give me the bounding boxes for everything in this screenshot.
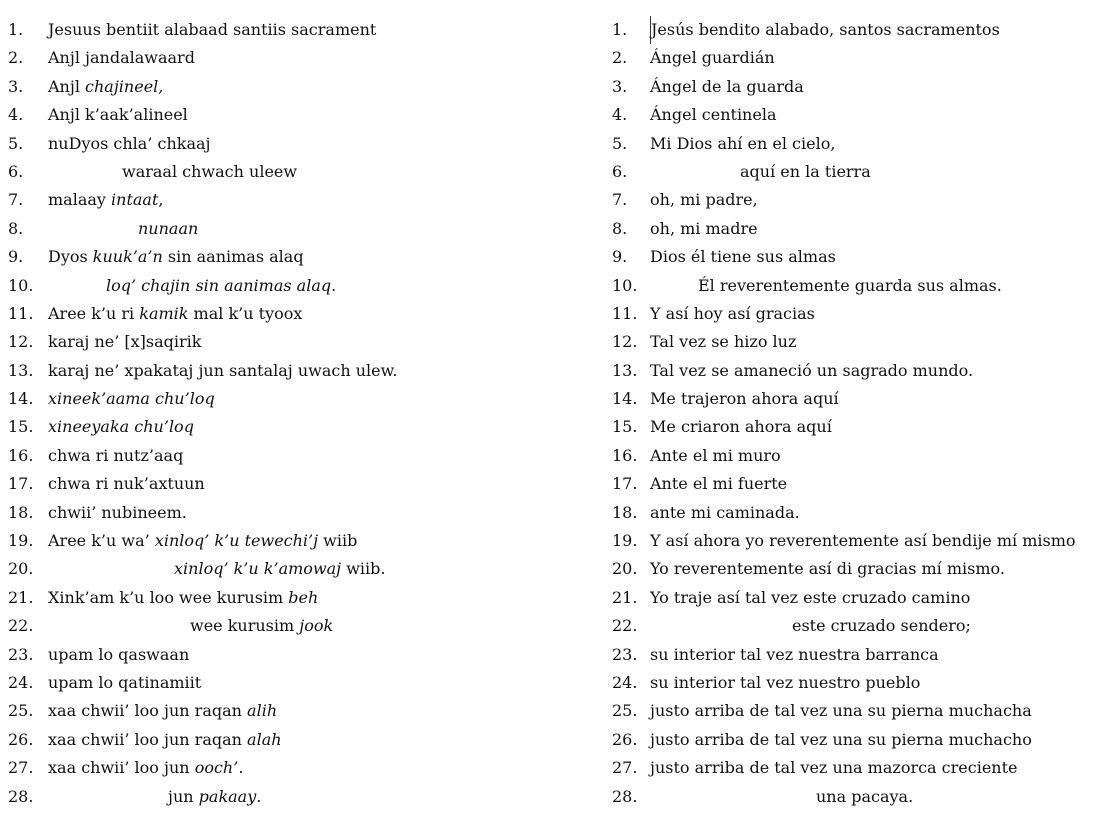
list-item [612, 669, 1100, 697]
list-item [612, 243, 1100, 271]
list-item [8, 470, 568, 498]
line-number: 26. [612, 729, 638, 749]
line-text: chwii’ nubineem. [48, 502, 187, 522]
line-number: 21. [612, 587, 638, 607]
right-column [612, 16, 1100, 811]
line-number: 21. [8, 587, 34, 607]
line-number: 18. [8, 502, 34, 522]
line-number: 2. [8, 48, 24, 68]
list-item [612, 697, 1100, 725]
list-item [612, 186, 1100, 214]
line-number: 25. [8, 701, 34, 721]
list-item [612, 300, 1100, 328]
line-number: 19. [8, 531, 34, 551]
line-text: su interior tal vez nuestra barranca [650, 644, 939, 664]
list-item [612, 101, 1100, 129]
line-text[interactable]: Jesús bendito alabado, santos sacramentos [650, 16, 1000, 44]
line-text: justo arriba de tal vez una mazorca creciente [650, 758, 1018, 778]
line-text: Él reverentemente guarda sus almas. [698, 275, 1002, 295]
line-text: jun pakaay. [168, 786, 262, 806]
list-item [612, 16, 1100, 44]
line-number: 28. [8, 786, 34, 806]
line-text: wee kurusim jook [190, 616, 334, 636]
line-number: 6. [612, 161, 628, 181]
list-item [8, 16, 568, 44]
line-number: 15. [612, 417, 638, 437]
line-text: Me criaron ahora aquí [650, 417, 832, 437]
line-number: 26. [8, 729, 34, 749]
list-item [612, 272, 1100, 300]
line-number: 13. [8, 360, 34, 380]
list-item [612, 726, 1100, 754]
line-number: 11. [8, 303, 34, 323]
list-item [612, 158, 1100, 186]
list-item [612, 442, 1100, 470]
line-number: 15. [8, 417, 34, 437]
line-number: 10. [8, 275, 34, 295]
line-number: 23. [612, 644, 638, 664]
line-number: 1. [612, 20, 628, 39]
line-text: Mi Dios ahí en el cielo, [650, 133, 836, 153]
list-item [612, 413, 1100, 441]
line-text: chwa ri nutz’aaq [48, 445, 184, 465]
line-number: 17. [612, 474, 638, 494]
list-item [612, 555, 1100, 583]
list-item [8, 697, 568, 725]
list-item [8, 44, 568, 72]
line-number: 11. [612, 303, 638, 323]
line-number: 2. [612, 48, 628, 68]
line-number: 4. [8, 105, 24, 125]
line-number: 7. [8, 190, 24, 210]
line-number: 23. [8, 644, 34, 664]
line-text: upam lo qaswaan [48, 644, 190, 664]
line-text: Tal vez se amaneció un sagrado mundo. [650, 360, 974, 380]
line-text: Dios él tiene sus almas [650, 247, 836, 267]
list-item [612, 470, 1100, 498]
list-item [8, 243, 568, 271]
line-number: 27. [8, 758, 34, 778]
list-item [8, 101, 568, 129]
line-text: Yo traje así tal vez este cruzado camino [650, 587, 971, 607]
list-item [612, 73, 1100, 101]
line-text: Y así ahora yo reverentemente así bendije mí mismo [650, 531, 1076, 551]
list-item [8, 215, 568, 243]
list-item [612, 783, 1100, 811]
line-text: aquí en la tierra [740, 161, 871, 181]
line-number: 17. [8, 474, 34, 494]
line-number: 24. [612, 672, 638, 692]
line-text: Dyos kuuk’a’n sin aanimas alaq [48, 247, 304, 267]
line-text: Anjl jandalawaard [48, 48, 195, 68]
line-text: Xink’am k’u loo wee kurusim beh [48, 587, 319, 607]
line-text: Ángel de la guarda [650, 76, 804, 96]
list-item [8, 641, 568, 669]
list-item [8, 328, 568, 356]
line-number: 6. [8, 161, 24, 181]
list-item [8, 612, 568, 640]
line-number: 5. [612, 133, 628, 153]
line-number: 24. [8, 672, 34, 692]
list-item [8, 272, 568, 300]
line-text: upam lo qatinamiit [48, 672, 202, 692]
line-text: Jesuus bentiit alabaad santiis sacrament [48, 20, 377, 39]
line-number: 3. [8, 76, 24, 96]
list-item [8, 300, 568, 328]
list-item [8, 158, 568, 186]
list-item [8, 357, 568, 385]
list-item [612, 527, 1100, 555]
line-text: Aree k’u wa’ xinloq’ k’u tewechi’j wiib [48, 531, 358, 551]
list-item [8, 783, 568, 811]
list-item [8, 754, 568, 782]
line-text: justo arriba de tal vez una su pierna muchacha [650, 701, 1032, 721]
line-text: xineek’aama chu’loq [48, 389, 215, 409]
line-text: Ante el mi fuerte [650, 474, 788, 494]
list-item [8, 726, 568, 754]
list-item [8, 186, 568, 214]
line-text: una pacaya. [816, 786, 914, 806]
list-item [612, 584, 1100, 612]
line-text: Ángel centinela [650, 105, 777, 125]
list-item [612, 357, 1100, 385]
line-text: justo arriba de tal vez una su pierna muchacho [650, 729, 1032, 749]
line-number: 5. [8, 133, 24, 153]
line-text: Ante el mi muro [650, 445, 781, 465]
line-number: 14. [612, 389, 638, 409]
line-text: karaj ne’ [x]saqirik [48, 332, 202, 352]
line-text: Me trajeron ahora aquí [650, 389, 839, 409]
list-item [612, 130, 1100, 158]
list-item [8, 413, 568, 441]
line-number: 8. [8, 218, 24, 238]
list-item [8, 584, 568, 612]
list-item [612, 612, 1100, 640]
line-number: 16. [8, 445, 34, 465]
line-text: Ángel guardián [650, 48, 775, 68]
line-text: xaa chwii’ loo jun ooch’. [48, 758, 244, 778]
line-number: 10. [612, 275, 638, 295]
line-number: 14. [8, 389, 34, 409]
line-text: Y así hoy así gracias [650, 303, 815, 323]
line-text: xinloq’ k’u k’amowaj wiib. [174, 559, 386, 579]
line-text: Anjl k’aak’alineel [48, 105, 188, 125]
list-item [612, 641, 1100, 669]
line-text: este cruzado sendero; [792, 616, 971, 636]
line-number: 18. [612, 502, 638, 522]
line-number: 22. [612, 616, 638, 636]
line-text: xaa chwii’ loo jun raqan alih [48, 701, 278, 721]
line-number: 28. [612, 786, 638, 806]
line-text: su interior tal vez nuestro pueblo [650, 672, 921, 692]
line-text: Tal vez se hizo luz [650, 332, 797, 352]
list-item [8, 385, 568, 413]
list-item [612, 754, 1100, 782]
line-number: 8. [612, 218, 628, 238]
line-text: oh, mi madre [650, 218, 758, 238]
line-number: 7. [612, 190, 628, 210]
list-item [612, 385, 1100, 413]
line-text: malaay intaat, [48, 190, 164, 210]
line-number: 9. [612, 247, 628, 267]
list-item [8, 442, 568, 470]
line-number: 12. [8, 332, 34, 352]
list-item [8, 73, 568, 101]
line-text: nunaan [138, 218, 199, 238]
line-number: 20. [612, 559, 638, 579]
line-number: 13. [612, 360, 638, 380]
list-item [612, 499, 1100, 527]
line-text: xineeyaka chu’loq [48, 417, 194, 437]
list-item [8, 555, 568, 583]
line-text: oh, mi padre, [650, 190, 758, 210]
line-number: 22. [8, 616, 34, 636]
line-number: 1. [8, 20, 24, 39]
line-text: loq’ chajin sin aanimas alaq. [106, 275, 337, 295]
list-item [8, 669, 568, 697]
line-text: waraal chwach uleew [122, 161, 298, 181]
line-number: 3. [612, 76, 628, 96]
line-text: karaj ne’ xpakataj jun santalaj uwach ulew. [48, 360, 398, 380]
line-text: xaa chwii’ loo jun raqan alah [48, 729, 282, 749]
left-column [8, 16, 568, 811]
list-item [612, 215, 1100, 243]
line-number: 27. [612, 758, 638, 778]
line-number: 4. [612, 105, 628, 125]
line-text: chwa ri nuk’axtuun [48, 474, 205, 494]
list-item [8, 499, 568, 527]
line-number: 25. [612, 701, 638, 721]
line-number: 12. [612, 332, 638, 352]
list-item [8, 130, 568, 158]
list-item [612, 328, 1100, 356]
line-number: 9. [8, 247, 24, 267]
list-item [8, 527, 568, 555]
line-text: Yo reverentemente así di gracias mí mismo. [650, 559, 1005, 579]
line-text: Aree k’u ri kamik mal k’u tyoox [48, 303, 303, 323]
line-text: nuDyos chla’ chkaaj [48, 133, 211, 153]
line-number: 16. [612, 445, 638, 465]
line-text: Anjl chajineel, [48, 76, 164, 96]
line-text: ante mi caminada. [650, 502, 800, 522]
line-number: 20. [8, 559, 34, 579]
line-number: 19. [612, 531, 638, 551]
list-item [612, 44, 1100, 72]
